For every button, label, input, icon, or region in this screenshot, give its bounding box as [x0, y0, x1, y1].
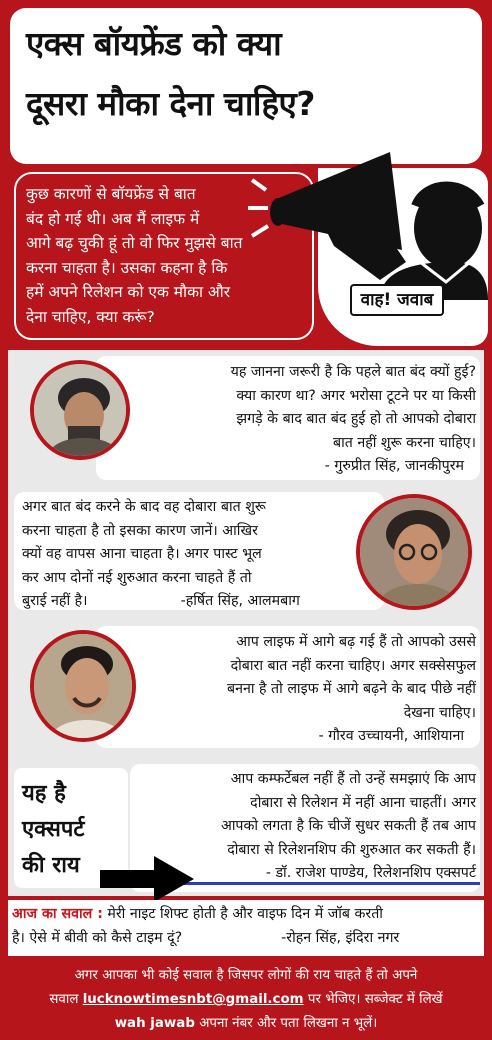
opinion-text	[136, 631, 476, 749]
expert-line: आपको लगता है कि चीजें सुधर सकती हैं तब आप	[220, 818, 476, 834]
todays-question	[12, 902, 482, 950]
footer-line: अगर आपका भी कोई सवाल है जिसपर लोगों की राय चाहते हैं तो अपने	[74, 968, 418, 983]
opinion-line: आप लाइफ में आगे बढ़ गई हैं तो आपको उससे	[236, 634, 476, 650]
headline-line-1: एक्स बॉयफ्रेंड को क्या	[26, 24, 282, 63]
opinion-author: - गौरव उच्चायनी, आशियाना	[318, 728, 464, 744]
opinion-line: देखना चाहिए।	[403, 704, 476, 721]
brand-badge: वाह! जवाब	[350, 284, 444, 316]
footer-keyword: wah jawab	[114, 1016, 195, 1031]
arrow-right-icon	[100, 856, 196, 902]
opinion-line: करना चाहता है तो इसका कारण जानें। आखिर	[22, 522, 258, 539]
avatar	[30, 360, 130, 460]
footer-email-link[interactable]: lucknowtimesnbt@gmail.com	[82, 992, 304, 1007]
todays-question-row	[12, 902, 482, 926]
expert-line: दोबारा से रिलेशनशिप की शुरुआत कर सकती हैं।	[227, 841, 476, 858]
opinion-author: -हर्षित सिंह, आलमबाग	[180, 593, 300, 609]
opinion-line: अगर बात बंद करने के बाद वह दोबारा बात शुरू	[22, 499, 266, 515]
opinion-line: कर आप दोनों नई शुरुआत करना चाहते हैं तो	[22, 569, 252, 586]
opinion-line: बुराई नहीं है।	[22, 593, 88, 609]
expert-label-line: एक्सपर्ट	[22, 817, 85, 842]
expert-label-line: की राय	[22, 853, 80, 878]
expert-line: दोबारा से रिलेशन में नहीं आना चाहतीं। अगर	[250, 794, 476, 811]
question-line: करना चाहता है। उसका कहना है कि	[26, 258, 228, 277]
avatar	[356, 494, 472, 610]
todays-question-line: है। ऐसे में बीवी को कैसे टाइम दूं?	[12, 930, 183, 946]
question-line: हमें अपने रिलेशन को एक मौका और	[26, 283, 231, 301]
opinion-text	[22, 496, 372, 614]
opinion-line: यह जानना जरूरी है कि पहले बात बंद क्यों हुई?	[230, 364, 476, 380]
opinion-line: क्या कारण था? अगर भरोसा टूटने पर या किसी	[236, 387, 476, 404]
expert-author: - डॉ. राजेश पाण्डेय, रिलेशनशिप एक्सपर्ट	[265, 865, 476, 881]
headline-line-2: दूसरा मौका देना चाहिए?	[26, 84, 315, 123]
footer-text: सवाल	[49, 992, 79, 1007]
megaphone-icon	[230, 150, 490, 300]
footer-line	[8, 988, 484, 1012]
todays-question-row	[12, 926, 482, 950]
headline	[26, 14, 466, 134]
opinion-last-row	[22, 590, 372, 614]
opinion-line: झगड़े के बाद बात बंद हुई हो तो आपको दोबारा	[236, 411, 476, 427]
opinion-line: बात नहीं शुरू करना चाहिए।	[332, 434, 476, 451]
footer-line	[8, 1012, 484, 1036]
opinion-line: दोबारा बात नहीं करना चाहिए। अगर सक्सेसफुल	[230, 657, 476, 674]
opinion-text	[136, 361, 476, 479]
opinion-author: - गुरुप्रीत सिंह, जानकीपुरम	[324, 458, 464, 474]
opinion-line: क्यों वह वापस आना चाहता है। अगर पास्ट भूल	[22, 546, 262, 562]
question-line: आगे बढ़ चुकी हूं तो वो फिर मुझसे बात	[26, 234, 243, 252]
footer-note	[8, 964, 484, 1036]
opinion-line: बनना है तो लाइफ में आगे बढ़ने के बाद पीछे नहीं	[226, 681, 476, 697]
question-line: कुछ कारणों से बॉयफ्रेंड से बात	[26, 185, 196, 203]
todays-question-author: -रोहन सिंह, इंदिरा नगर	[281, 930, 400, 946]
question-line: देना चाहिए, क्या करूं?	[26, 307, 155, 326]
expert-line: आप कम्फर्टेबल नहीं हैं तो उन्हें समझाएं कि आप	[230, 771, 476, 787]
todays-question-line: मेरी नाइट शिफ्ट होती है और वाइफ दिन में जॉब करती	[107, 906, 383, 922]
footer-text: पर भेजिए। सब्जेक्ट में लिखें	[307, 992, 443, 1007]
todays-question-label: आज का सवाल :	[12, 906, 103, 922]
avatar	[30, 630, 136, 742]
question-line: बंद हो गई थी। अब मैं लाइफ में	[26, 209, 200, 228]
expert-label-line: यह है	[22, 781, 66, 806]
footer-text: अपना नंबर और पता लिखना न भूलें।	[199, 1016, 378, 1031]
